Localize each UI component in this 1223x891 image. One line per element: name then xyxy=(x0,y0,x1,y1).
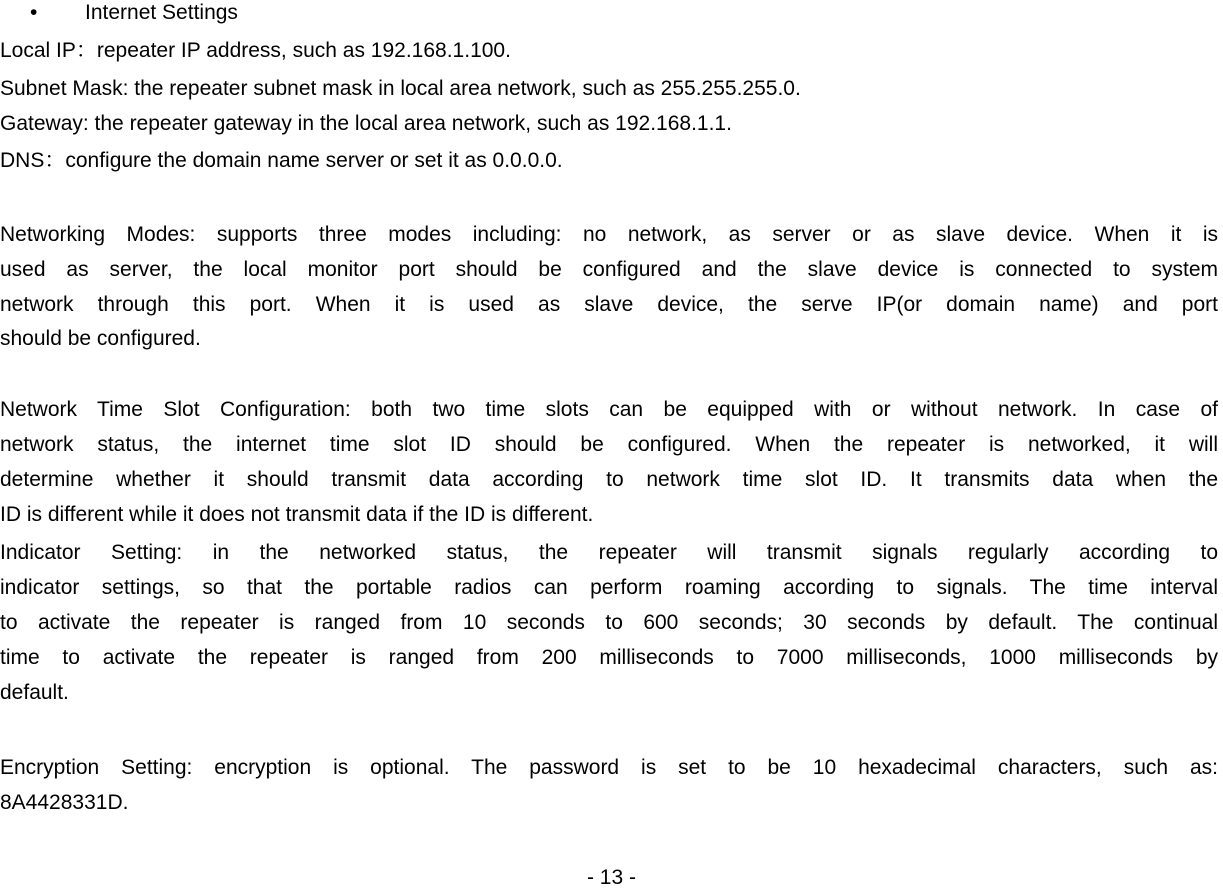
text-line: Encryption Setting: encryption is optional. The password is set to be 10 hexadecimal characters, such as: xyxy=(0,756,1218,779)
text-line: determine whether it should transmit data according to network time slot ID. It transmits data when the xyxy=(0,468,1218,491)
text-line: to activate the repeater is ranged from 10 seconds to 600 seconds; 30 seconds by default. The continual xyxy=(0,611,1218,634)
text-line: 8A4428331D. xyxy=(0,791,129,814)
text-line: should be configured. xyxy=(0,327,201,350)
text-line: ID is different while it does not transmit data if the ID is different. xyxy=(0,503,594,526)
text-line: network status, the internet time slot ID should be configured. When the repeater is networked, it will xyxy=(0,433,1218,456)
section-title: Internet Settings xyxy=(85,1,238,24)
text-line: time to activate the repeater is ranged from 200 milliseconds to 7000 milliseconds, 1000 milliseconds by xyxy=(0,646,1218,669)
bullet-icon: • xyxy=(30,1,38,24)
gateway-line: Gateway: the repeater gateway in the local area network, such as 192.168.1.1. xyxy=(0,112,732,135)
dns-line: DNS：configure the domain name server or set it as 0.0.0.0. xyxy=(0,149,563,172)
text-line: used as server, the local monitor port should be configured and the slave device is connected to system xyxy=(0,258,1218,281)
local-ip-line: Local IP：repeater IP address, such as 192.168.1.100. xyxy=(0,39,511,62)
page-number: - 13 - xyxy=(586,866,636,889)
text-line: Networking Modes: supports three modes including: no network, as server or as slave device. When it is xyxy=(0,223,1218,246)
subnet-mask-line: Subnet Mask: the repeater subnet mask in local area network, such as 255.255.255.0. xyxy=(0,77,801,100)
text-line: Indicator Setting: in the networked status, the repeater will transmit signals regularly according to xyxy=(0,541,1218,564)
text-line: network through this port. When it is used as slave device, the serve IP(or domain name) and port xyxy=(0,293,1218,316)
text-line: indicator settings, so that the portable radios can perform roaming according to signals. The time interval xyxy=(0,576,1218,599)
text-line: Network Time Slot Configuration: both two time slots can be equipped with or without network. In case of xyxy=(0,398,1218,421)
text-line: default. xyxy=(0,681,69,704)
